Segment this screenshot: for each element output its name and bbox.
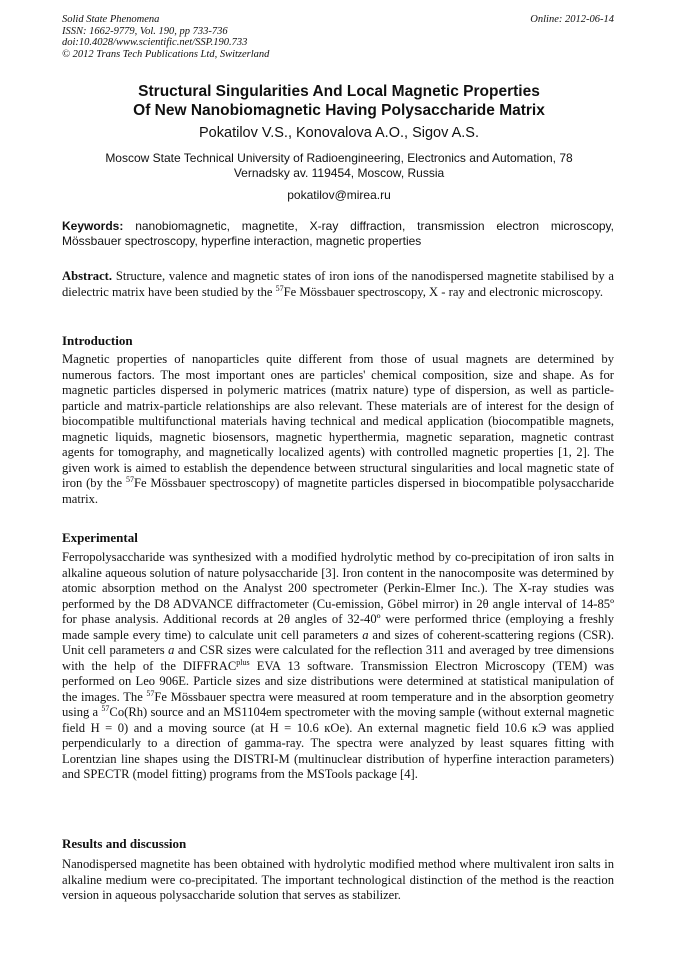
authors: Pokatilov V.S., Konovalova A.O., Sigov A.S. — [199, 125, 479, 141]
copyright-line: © 2012 Trans Tech Publications Ltd, Switzerland — [62, 48, 270, 60]
journal-name: Solid State Phenomena — [62, 14, 160, 25]
exp-italic-b: a — [168, 643, 175, 657]
online-date: Online: 2012-06-14 — [530, 14, 614, 25]
author-email: pokatilov@mirea.ru — [287, 188, 391, 202]
results-heading: Results and discussion — [62, 836, 187, 851]
exp-text-f: Co(Rh) source and an MS1104em spectrometer with the moving sample (without external magnetic field H = 0) and a moving source (at H = 10.6 кOe). An external magnetic field 10.6 кЭ was applied perpendicularly to a direction of gamma-ray. The spectra were analyzed by least squares fitting with Lorentzian line shapes using the DISTRI-M (multinuclear distribution of hyperfine interaction parameters) and SPECTR (model fitting) programs from the MSTools package [4]. — [62, 705, 614, 781]
intro-text-b: Fe Mössbauer spectroscopy) of magnetite particles dispersed in biocompatible polysaccharide matrix. — [62, 476, 614, 506]
exp-text-a: Ferropolysaccharide was synthesized with a modified hydrolytic method by co-precipitation of iron salts in alkaline aqueous solution of nature polysaccharide [3]. Iron content in the nanocomposite was determined by atomic absorption method on the Analyst 200 spectrometer (Perkin-Elmer Inc.). The X-ray studies was performed by the D8 ADVANCE diffractometer (Cu-emission, Göbel mirror) in 2θ angle interval of 14-85º for phase analysis. Additional records at 2θ angles of 32-40º were performed thrice (employing a freshly made sample every time) to calculate unit cell parameters — [62, 550, 614, 642]
intro-heading: Introduction — [62, 333, 133, 348]
exp-sup-57co: 57 — [101, 703, 110, 713]
intro-sup: 57 — [125, 474, 134, 484]
affiliation: Moscow State Technical University of Radioengineering, Electronics and Automation, 78 Vernadsky av. 119454, Moscow, Russia — [105, 151, 573, 180]
paper-title — [40, 82, 638, 120]
intro-text-a: Magnetic properties of nanoparticles quite different from those of usual magnets are determined by numerous factors. The most important ones are particles' chemical composition, size and shape. As for magnetic particles dispersed in polymeric matrices (matrix nature) type of dispersion, as well as particle-particle and matrix-particle relationships are also relevant. These materials are of interest for the design of biocompatible multifunctional materials having technical and medical application (biocompatible magnets, magnetic liquids, magnetic biosensors, magnetic hyperthermia, magnetic separation, magnetic contrast agents for tomography, and magnetically localized agents) with controlled magnetic properties [1, 2]. The given work is aimed to establish the dependence between structural singularities and local magnetic state of iron (by the — [62, 352, 614, 490]
abstract-sup: 57 — [275, 283, 284, 293]
intro-paragraph — [62, 352, 614, 507]
abstract-text-a: Structure, valence and magnetic states of iron ions of the nanodispersed magnetite stabilised by a dielectric matrix have been studied by the — [62, 269, 614, 299]
exp-sup-57fe: 57 — [146, 688, 155, 698]
abstract — [62, 269, 614, 300]
journal-header — [62, 14, 269, 60]
exp-sup-plus: plus — [236, 657, 250, 667]
exp-italic-a: a — [362, 627, 369, 642]
title-line-1: Structural Singularities And Local Magnetic Properties — [138, 83, 540, 100]
keywords — [62, 219, 614, 249]
doi-line: doi:10.4028/www.scientific.net/SSP.190.733 — [62, 37, 248, 48]
exp-text-e: Fe Mössbauer spectra were measured at room temperature and in the absorption geometry using a — [62, 689, 614, 719]
issn-line: ISSN: 1662-9779, Vol. 190, pp 733-736 — [62, 25, 228, 37]
exp-text-d: EVA 13 software. Transmission Electron Microscopy (TEM) was performed on Leo 906E. Particle sizes and size distributions were determined at statistical manipulation of the images. The — [62, 658, 614, 704]
exp-text-c: and CSR sizes were calculated for the reflection 311 and averaged by tree dimensions with the help of the DIFFRAC — [62, 643, 614, 673]
experimental-heading: Experimental — [62, 530, 138, 545]
title-line-2: Of New Nanobiomagnetic Having Polysaccharide Matrix — [133, 102, 545, 119]
experimental-paragraph — [62, 550, 614, 783]
abstract-text-b: Fe Mössbauer spectroscopy, X - ray and electronic microscopy. — [283, 284, 604, 299]
results-paragraph: Nanodispersed magnetite has been obtained with hydrolytic modified method where multivalent iron salts in alkaline medium were co-precipitated. The important technological distinction of the method is the reaction version in aqueous polysaccharide solution that serves as stabilizer. — [62, 857, 614, 902]
abstract-label: Abstract. — [62, 269, 113, 283]
keywords-text: nanobiomagnetic, magnetite, X-ray diffraction, transmission electron microscopy, Mössbauer spectroscopy, hyperfine interaction, magnetic properties — [62, 219, 614, 248]
keywords-label: Keywords: — [62, 219, 124, 233]
exp-text-b: and sizes of coherent-scattering regions (CSR). Unit cell parameters — [62, 627, 614, 657]
